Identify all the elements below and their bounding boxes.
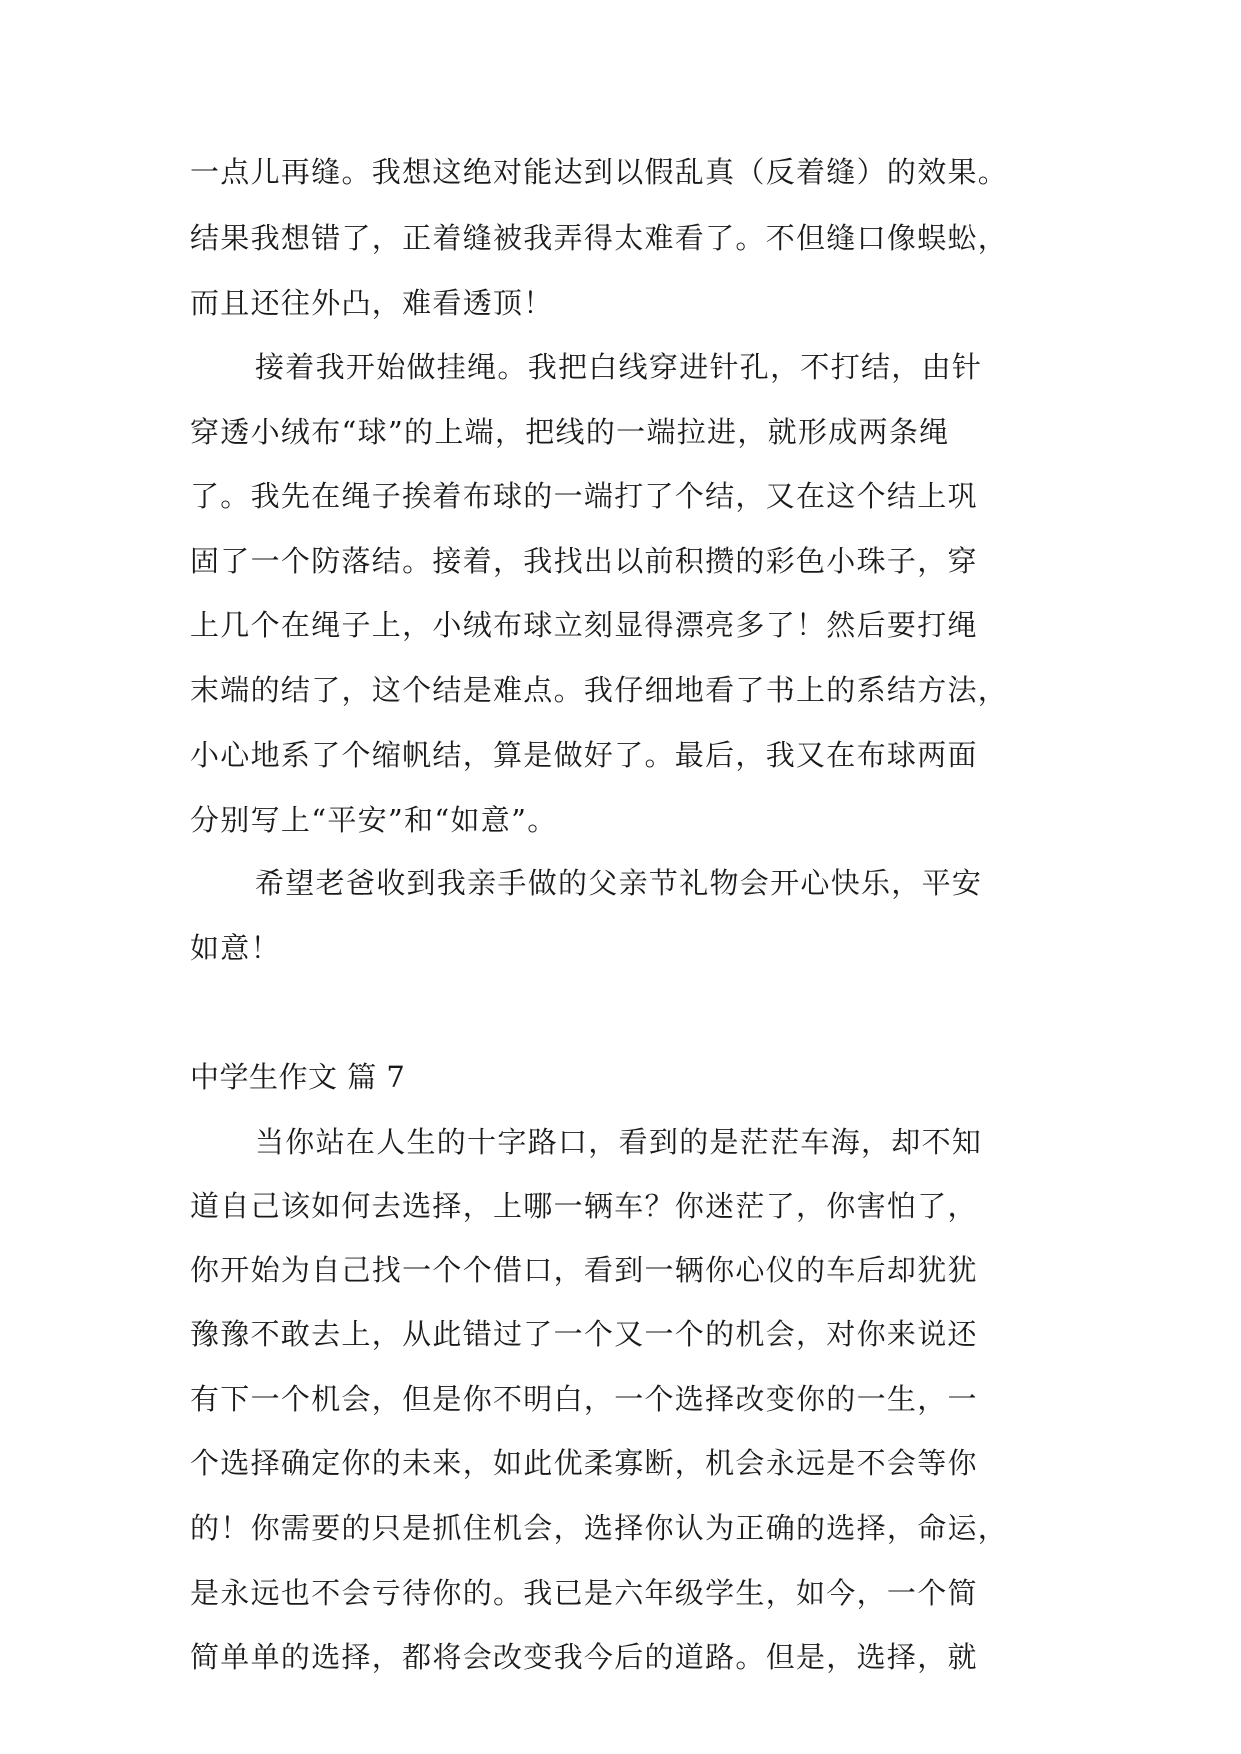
text-line: 你开始为自己找一个个借口，看到一辆你心仪的车后却犹犹 [190,1253,978,1287]
text-line: 分别写上“平安”和“如意”。 [190,803,558,837]
text-line: 小心地系了个缩帆结，算是做好了。最后，我又在布球两面 [190,738,978,772]
text-line: 末端的结了，这个结是难点。我仔细地看了书上的系结方法， [190,673,1009,707]
text-line: 接着我开始做挂绳。我把白线穿进针孔，不打结，由针 [255,350,983,384]
text-line: 的！你需要的只是抓住机会，选择你认为正确的选择，命运， [190,1511,1009,1545]
text-line: 固了一个防落结。接着，我找出以前积攒的彩色小珠子，穿 [190,544,978,578]
text-line: 而且还往外凸，难看透顶！ [190,286,554,320]
text-line: 穿透小绒布“球”的上端，把线的一端拉进，就形成两条绳 [190,415,950,449]
text-line: 了。我先在绳子挨着布球的一端打了个结，又在这个结上巩 [190,479,978,513]
text-line: 有下一个机会，但是你不明白，一个选择改变你的一生，一 [190,1382,978,1416]
text-line: 个选择确定你的未来，如此优柔寡断，机会永远是不会等你 [190,1446,978,1480]
text-line: 简单单的选择，都将会改变我今后的道路。但是，选择，就 [190,1640,978,1674]
text-line: 豫豫不敢去上，从此错过了一个又一个的机会，对你来说还 [190,1317,978,1351]
section-heading: 中学生作文 篇 7 [190,1060,406,1094]
text-line: 希望老爸收到我亲手做的父亲节礼物会开心快乐，平安 [255,866,983,900]
text-line: 当你站在人生的十字路口，看到的是茫茫车海，却不知 [255,1125,983,1159]
text-line: 一点儿再缝。我想这绝对能达到以假乱真（反着缝）的效果。 [190,155,1009,189]
text-line: 上几个在绳子上，小绒布球立刻显得漂亮多了！然后要打绳 [190,608,978,642]
text-line: 如意！ [190,931,281,965]
text-line: 结果我想错了，正着缝被我弄得太难看了。不但缝口像蜈蚣， [190,221,1009,255]
text-line: 道自己该如何去选择，上哪一辆车？你迷茫了，你害怕了， [190,1189,978,1223]
text-line: 是永远也不会亏待你的。我已是六年级学生，如今，一个简 [190,1576,978,1610]
